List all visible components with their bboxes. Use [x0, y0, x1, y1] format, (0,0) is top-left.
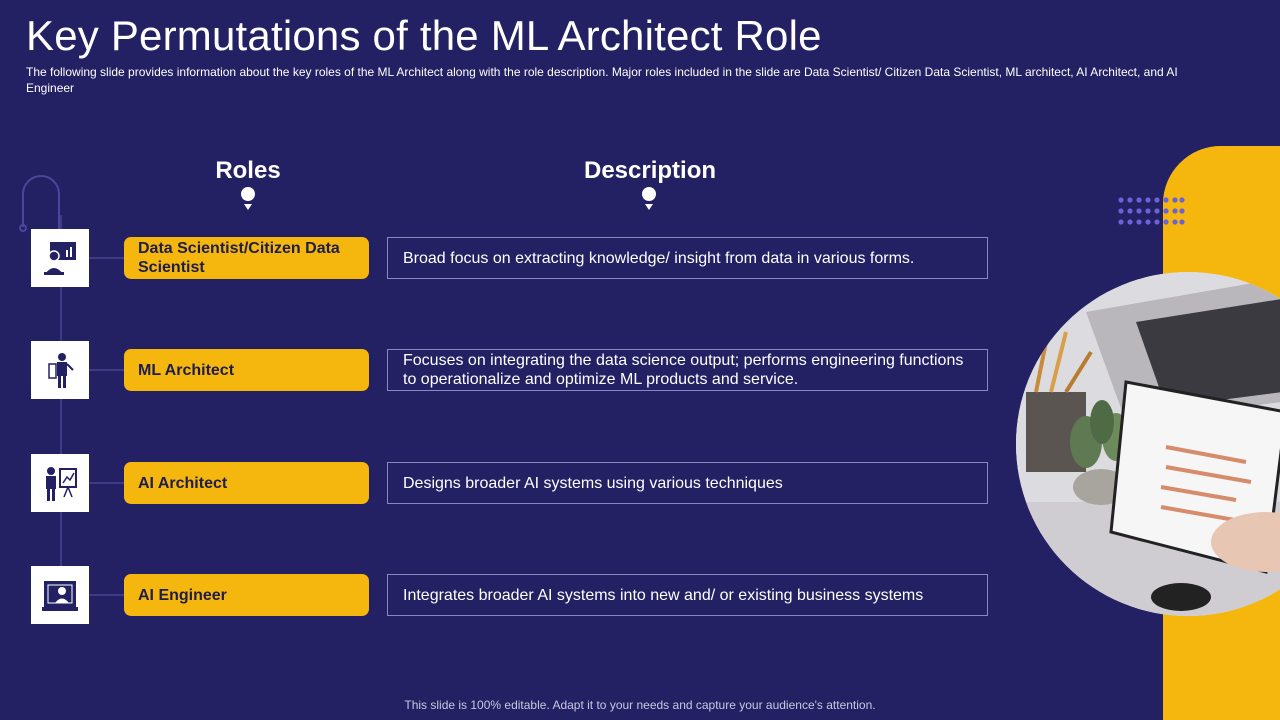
decorative-dot-grid-icon [1117, 196, 1185, 226]
row-connector [89, 594, 124, 596]
description-column-header: Description [583, 157, 717, 184]
architect-with-blueprint-icon [40, 350, 80, 390]
timeline-hook-icon [16, 172, 66, 232]
role-pill-ai-engineer: AI Engineer [124, 574, 369, 616]
data-scientist-presentation-icon [40, 238, 80, 278]
engineer-blueprint-icon [40, 575, 80, 615]
description-box-data-scientist: Broad focus on extracting knowledge/ insight from data in various forms. [387, 237, 988, 279]
row-connector [89, 257, 124, 259]
slide-title: Key Permutations of the ML Architect Role [26, 12, 822, 59]
description-box-ml-architect: Focuses on integrating the data science output; performs engineering functions to operationalize and optimize ML products and service. [387, 349, 988, 391]
role-pill-data-scientist: Data Scientist/Citizen Data Scientist [124, 237, 369, 279]
slide-subtitle: The following slide provides information about the key roles of the ML Architect along with the role description. Major roles included in the slide are Data Scientist/ Citizen Data Scientist, ML architect, AI Architect, and AI Engineer [26, 65, 1178, 95]
role-pill-ai-architect: AI Architect [124, 462, 369, 504]
role-pill-ml-architect: ML Architect [124, 349, 369, 391]
description-pin-icon [641, 186, 657, 212]
row-icon-box [31, 229, 89, 287]
workspace-photo-illustration [1016, 272, 1280, 616]
description-box-ai-engineer: Integrates broader AI systems into new and/ or existing business systems [387, 574, 988, 616]
slide-footer: This slide is 100% editable. Adapt it to your needs and capture your audience's attention. [404, 698, 876, 712]
row-connector [89, 482, 124, 484]
presenter-board-icon [40, 463, 80, 503]
roles-pin-icon [240, 186, 256, 212]
row-icon-box [31, 454, 89, 512]
workspace-photo [1016, 272, 1280, 616]
row-connector [89, 369, 124, 371]
description-box-ai-architect: Designs broader AI systems using various techniques [387, 462, 988, 504]
roles-column-header: Roles [215, 157, 281, 184]
row-icon-box [31, 566, 89, 624]
row-icon-box [31, 341, 89, 399]
